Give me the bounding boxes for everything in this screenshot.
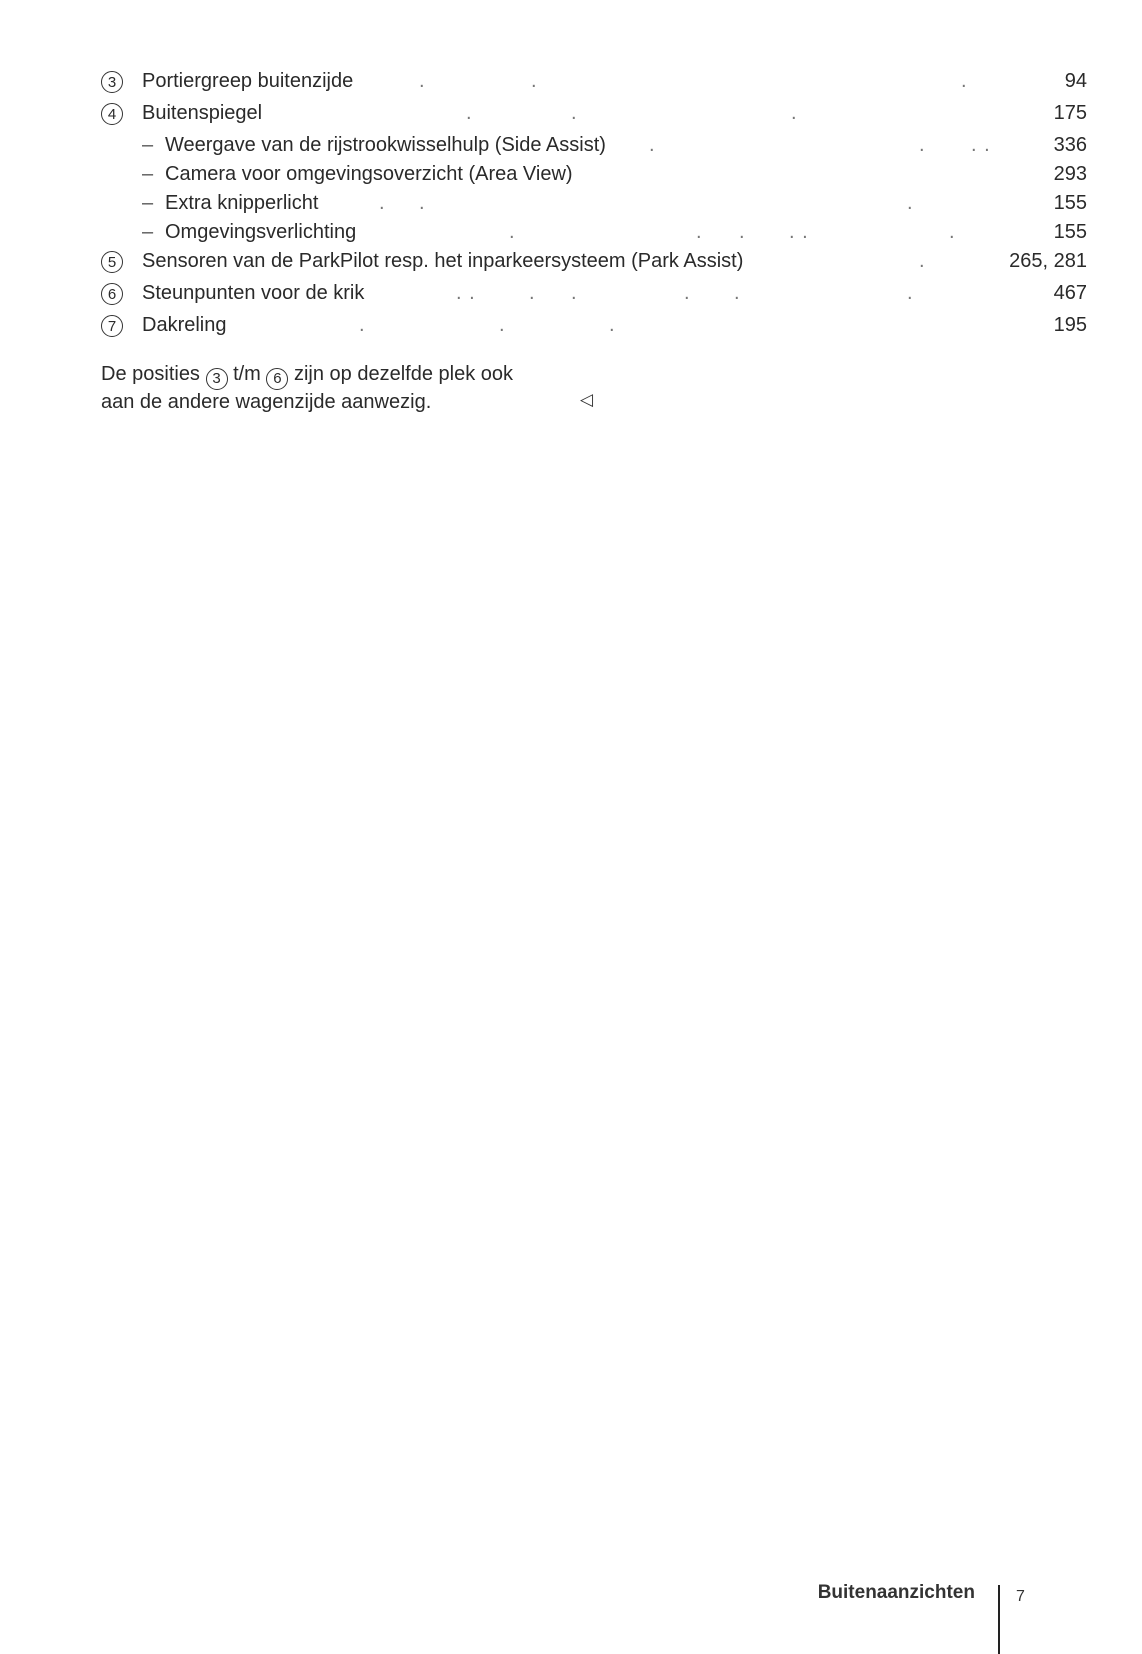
- toc-item-page: 467: [1053, 282, 1087, 304]
- toc-item-page: 195: [1053, 314, 1087, 336]
- toc-item-page: 94: [1064, 70, 1087, 92]
- footer-divider: [998, 1585, 1000, 1654]
- section-title: Buitenaanzichten: [817, 1582, 975, 1603]
- page-number: 7: [1016, 1588, 1025, 1605]
- toc-subitem-area-view: [101, 163, 1087, 192]
- toc-item-label: Dakreling: [142, 314, 227, 336]
- item-number: 6: [266, 368, 288, 390]
- toc-item-label: Weergave van de rijstrookwisselhulp (Side Assist): [165, 134, 606, 156]
- item-number: 5: [101, 251, 123, 273]
- toc-item-page: 336: [1053, 134, 1087, 156]
- toc-item-page: 155: [1053, 192, 1087, 214]
- toc-item-label: Omgevingsverlichting: [165, 221, 357, 243]
- list-dash: –: [142, 192, 154, 214]
- toc-item-label: Camera voor omgevingsoverzicht (Area View): [165, 163, 573, 185]
- note-middle: t/m: [233, 363, 261, 385]
- table-of-contents: [101, 70, 1087, 346]
- item-number: 4: [101, 103, 123, 125]
- toc-item-label: Sensoren van de ParkPilot resp. het inparkeersysteem (Park Assist): [142, 250, 744, 272]
- toc-item-label: Extra knipperlicht: [165, 192, 319, 214]
- item-number: 3: [101, 71, 123, 93]
- positions-note: [101, 362, 513, 415]
- toc-item-label: Buitenspiegel: [142, 102, 263, 124]
- toc-item-label: Steunpunten voor de krik: [142, 282, 365, 304]
- toc-item-label: Portiergreep buitenzijde: [142, 70, 354, 92]
- toc-subitem-omgevingsverlichting: – Omgevingsverlichting . . . . . . 155: [142, 221, 1087, 243]
- note-prefix: De posities: [101, 363, 200, 385]
- item-number: 3: [206, 368, 228, 390]
- note-suffix: zijn op dezelfde plek ook: [293, 363, 514, 385]
- list-dash: –: [142, 221, 154, 243]
- item-number: 6: [101, 283, 123, 305]
- toc-item-sensoren: 5 Sensoren van de ParkPilot resp. het inparkeersysteem (Park Assist) . 265, 281: [101, 250, 1087, 282]
- toc-item-page: 175: [1053, 102, 1087, 124]
- end-of-section-icon: ◁: [580, 390, 594, 409]
- toc-item-steunpunten: 6 Steunpunten voor de krik . . . . . . . 467: [101, 282, 1087, 314]
- list-dash: –: [142, 134, 154, 156]
- toc-item-portiergreep: 3 Portiergreep buitenzijde . . . 94: [101, 70, 1087, 102]
- toc-item-page: 265, 281: [1009, 250, 1087, 272]
- toc-subitem-side-assist: – Weergave van de rijstrookwisselhulp (Side Assist) . . . . 336: [142, 134, 1087, 156]
- toc-item-page: 155: [1053, 221, 1087, 243]
- toc-item-page: 293: [1053, 163, 1087, 185]
- toc-item-dakreling: 7 Dakreling . . . 195: [101, 314, 1087, 346]
- item-number: 7: [101, 315, 123, 337]
- list-dash: –: [142, 163, 154, 185]
- note-line-2: aan de andere wagenzijde aanwezig.: [101, 391, 432, 413]
- toc-item-buitenspiegel: 4 Buitenspiegel . . . 175: [101, 102, 1087, 134]
- toc-subitem-knipperlicht: – Extra knipperlicht . . . 155: [142, 192, 1087, 214]
